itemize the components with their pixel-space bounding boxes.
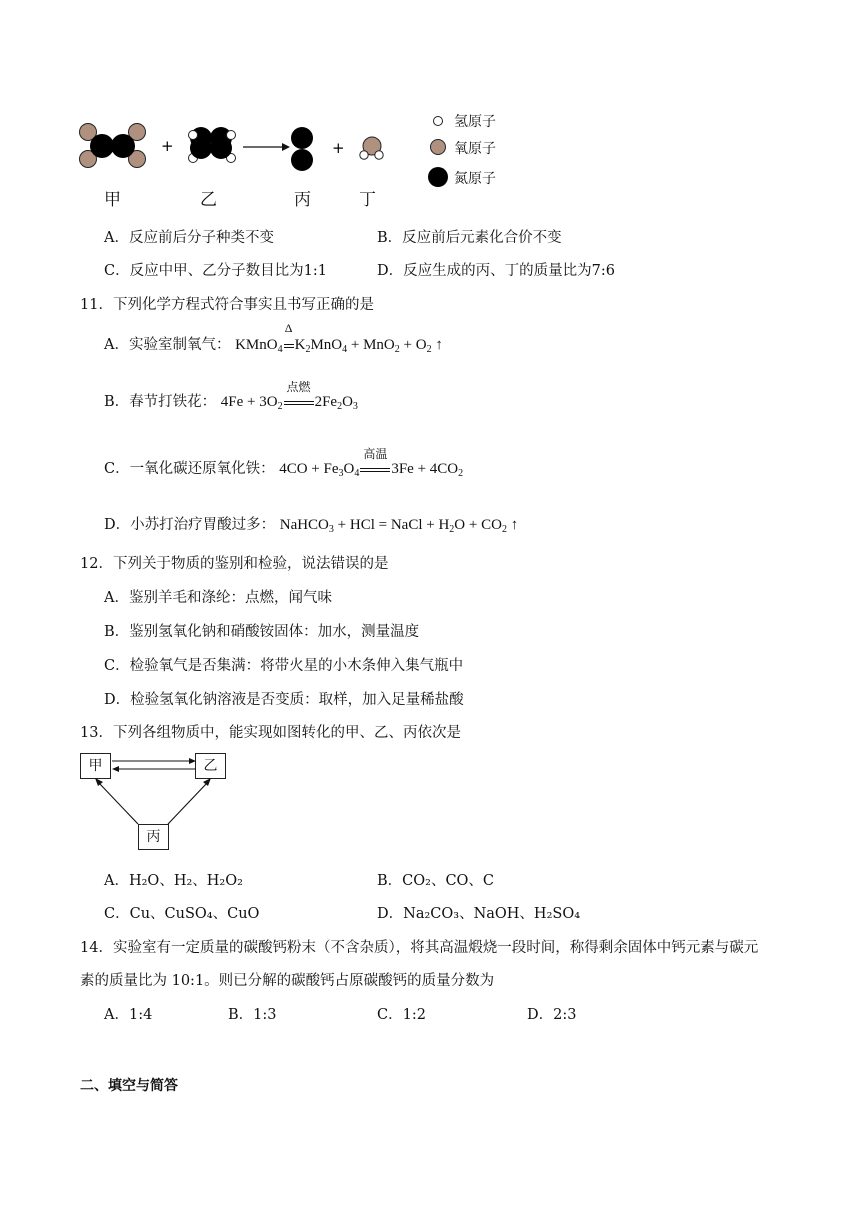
label-bing: 丙 [294, 190, 311, 210]
label-ding: 丁 [359, 190, 376, 210]
equation-c: $4CO + Fe_3O_4$ 高温 $3Fe + 4CO_2$ [279, 447, 464, 479]
q10-option-b: B．反应前后元素化合价不变 [377, 230, 562, 246]
q11-option-a [104, 321, 443, 355]
q13-option-c: C．Cu、CuSO₄、CuO [104, 906, 260, 922]
q14-option-d: D．2:3 [527, 1007, 577, 1023]
q11-option-c [104, 447, 464, 479]
hydrogen-legend-icon [434, 117, 443, 126]
q11-option-c-label: C．一氧化碳还原氧化铁： [104, 461, 275, 477]
label-yi: 乙 [200, 190, 217, 210]
condition-ignite: 点燃 [286, 380, 311, 394]
q14-option-a: A．1:4 [104, 1007, 153, 1023]
q10-option-d: D．反应生成的丙、丁的质量比为7:6 [377, 263, 615, 279]
q12-option-d: D．检验氢氧化钠溶液是否变质：取样，加入足量稀盐酸 [104, 692, 464, 708]
legend-nitrogen: 氮原子 [454, 171, 496, 187]
q10-option-c: C．反应中甲、乙分子数目比为1:1 [104, 263, 327, 279]
q14-stem-line2: 素的质量比为 10:1。则已分解的碳酸钙占原碳酸钙的质量分数为 [80, 973, 495, 989]
box-yi: 乙 [195, 753, 226, 779]
q13-stem: 13．下列各组物质中，能实现如图转化的甲、乙、丙依次是 [80, 725, 461, 741]
conversion-arrows [70, 745, 240, 855]
nitrogen-legend-icon [428, 167, 448, 187]
molecule-jia [80, 124, 146, 168]
q11-option-d-label: D．小苏打治疗胃酸过多： [104, 517, 276, 533]
plus-sign-2: + [332, 139, 345, 157]
oxygen-legend-icon [431, 140, 446, 155]
legend-hydrogen: 氢原子 [454, 114, 496, 130]
equation-a: KMnO$_4$ Δ $K_2MnO_4 + MnO_2 + O_2$ ↑ [235, 321, 443, 355]
q11-option-b-label: B．春节打铁花： [104, 394, 217, 410]
q12-stem: 12．下列关于物质的鉴别和检验，说法错误的是 [80, 556, 389, 572]
q11-option-a-label: A．实验室制氧气： [104, 337, 231, 353]
q13-option-b: B．CO₂、CO、C [377, 873, 495, 889]
box-jia: 甲 [80, 753, 111, 779]
q13-option-a: A．H₂O、H₂、H₂O₂ [104, 873, 243, 889]
q13-option-d: D．Na₂CO₃、NaOH、H₂SO₄ [377, 906, 581, 922]
q11-option-b [104, 380, 358, 412]
q10-option-a: A．反应前后分子种类不变 [104, 230, 274, 246]
q11-option-d [104, 513, 518, 535]
q12-option-c: C．检验氧气是否集满：将带火星的小木条伸入集气瓶中 [104, 658, 464, 674]
molecule-ding [360, 137, 383, 159]
condition-high-temp: 高温 [363, 447, 388, 461]
q14-stem-line1: 14．实验室有一定质量的碳酸钙粉末（不含杂质），将其高温煅烧一段时间，称得剩余固体中钙元素与碳元 [80, 940, 759, 956]
reaction-diagram [70, 100, 510, 210]
q12-option-b: B．鉴别氢氧化钠和硝酸铵固体：加水，测量温度 [104, 624, 420, 640]
label-jia: 甲 [104, 190, 121, 210]
molecule-yi [189, 127, 236, 163]
condition-heat: Δ [284, 321, 293, 335]
plus-sign-1: + [161, 137, 174, 155]
q11-stem: 11．下列化学方程式符合事实且书写正确的是 [80, 297, 374, 313]
molecule-bing [291, 127, 313, 171]
section-heading: 二、填空与简答 [80, 1078, 178, 1094]
q14-option-c: C．1:2 [377, 1007, 426, 1023]
equation-b: $4Fe + 3O_2$ 点燃 $2Fe_2O_3$ [220, 380, 358, 412]
box-bing: 丙 [138, 824, 169, 850]
q14-option-b: B．1:3 [228, 1007, 277, 1023]
q12-option-a: A．鉴别羊毛和涤纶：点燃，闻气味 [104, 590, 332, 606]
equation-d: NaHCO$_3$ + HCl = NaCl + $H_2O + CO_2$ ↑ [279, 517, 519, 535]
legend-oxygen: 氧原子 [454, 141, 496, 157]
